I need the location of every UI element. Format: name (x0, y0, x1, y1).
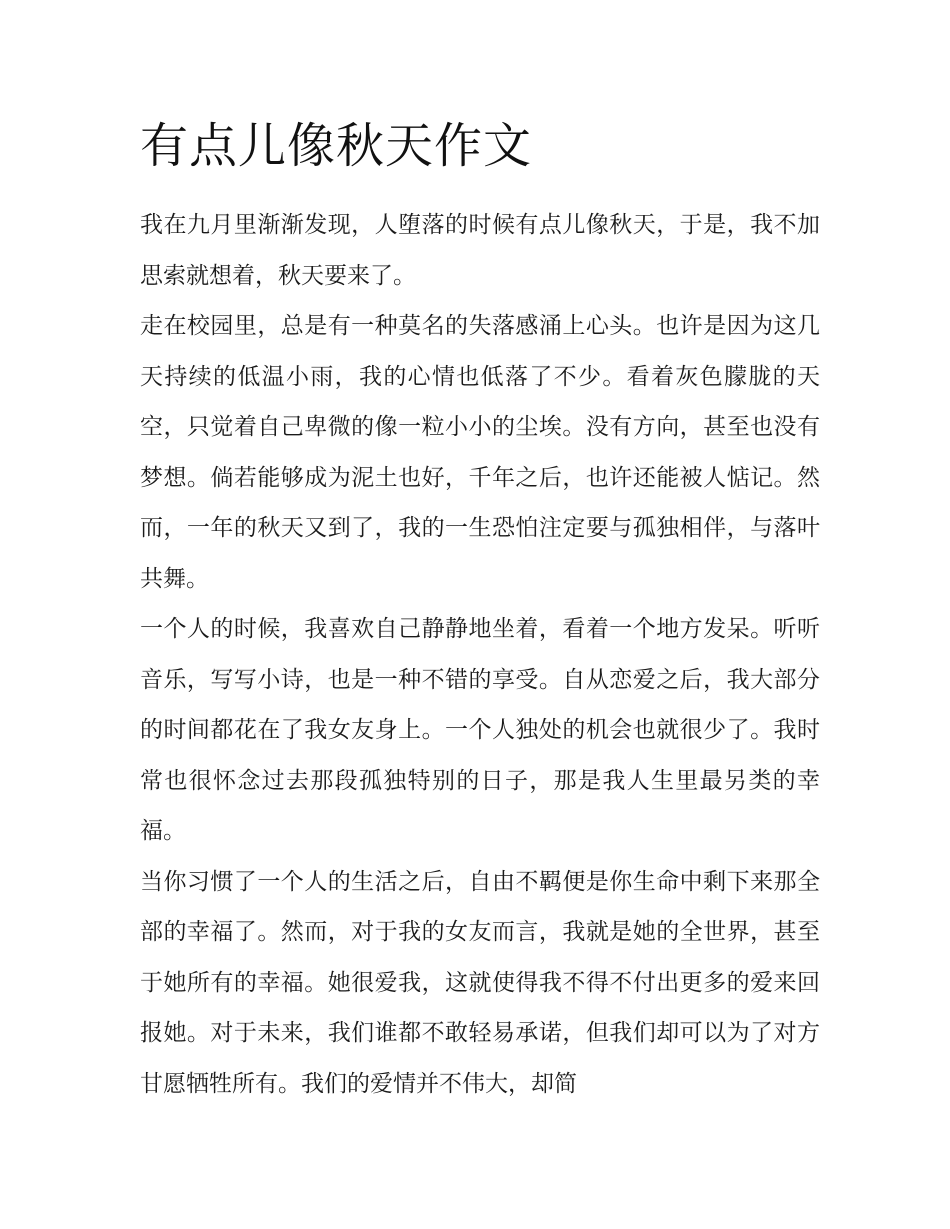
paragraph-4: 当你习惯了一个人的生活之后，自由不羁便是你生命中剩下来那全部的幸福了。然而，对于我的女友而言，我就是她的全世界，甚至于她所有的幸福。她很爱我，这就使得我不得不付出更多的爱来回报她。对于未来，我们谁都不敢轻易承诺，但我们却可以为了对方甘愿牺牲所有。我们的爱情并不伟大，却简 (140, 868, 820, 1097)
paragraph-2: 走在校园里，总是有一种莫名的失落感涌上心头。也许是因为这几天持续的低温小雨，我的心情也低落了不少。看着灰色朦胧的天空，只觉着自己卑微的像一粒小小的尘埃。没有方向，甚至也没有梦想。倘若能够成为泥土也好，千年之后，也许还能被人惦记。然而，一年的秋天又到了，我的一生恐怕注定要与孤独相伴，与落叶共舞。 (140, 313, 820, 592)
document-body (140, 200, 820, 1109)
document-page (140, 116, 820, 1109)
paragraph-1: 我在九月里渐渐发现，人堕落的时候有点儿像秋天，于是，我不加思索就想着，秋天要来了。 (140, 212, 820, 289)
document-title: 有点儿像秋天作文 (140, 118, 533, 174)
paragraph-3: 一个人的时候，我喜欢自己静静地坐着，看着一个地方发呆。听听音乐，写写小诗，也是一种不错的享受。自从恋爱之后，我大部分的时间都花在了我女友身上。一个人独处的机会也就很少了。我时常也很怀念过去那段孤独特别的日子，那是我人生里最另类的幸福。 (140, 616, 820, 844)
